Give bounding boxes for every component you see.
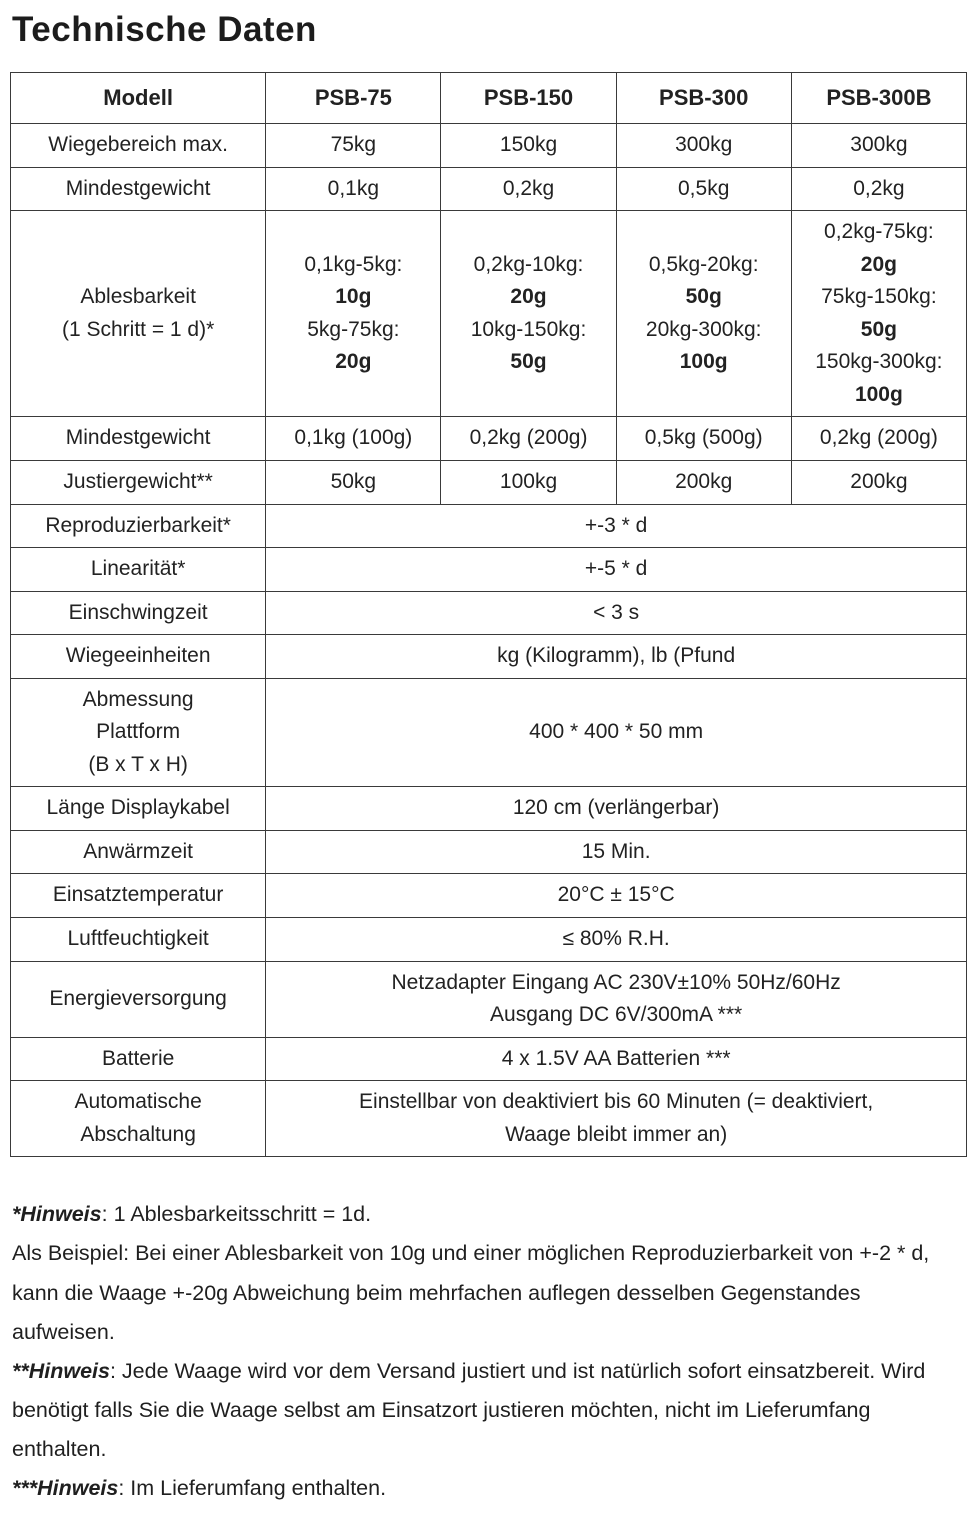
row-label: Anwärmzeit (11, 830, 266, 874)
table-cell: 0,2kg-10kg: 20g 10kg-150kg: 50g (441, 211, 616, 417)
row-label: Wiegeeinheiten (11, 635, 266, 679)
table-cell: 0,5kg-20kg: 50g 20kg-300kg: 100g (616, 211, 791, 417)
table-cell: 0,2kg (441, 167, 616, 211)
footnote-2-text: : Jede Waage wird vor dem Versand justiert und ist natürlich sofort einsatzbereit. Wird benötigt falls Sie die Waage selbst am Einsatzort justieren möchten, nicht im Lieferumfang enthalten. (12, 1358, 926, 1462)
table-body (11, 124, 967, 1157)
footnote-example (12, 1234, 967, 1351)
table-cell-span: < 3 s (266, 591, 967, 635)
table-cell-span: 4 x 1.5V AA Batterien *** (266, 1037, 967, 1081)
row-label: Einschwingzeit (11, 591, 266, 635)
footnote-3-text: : Im Lieferumfang enthalten. (118, 1476, 387, 1501)
row-label: Batterie (11, 1037, 266, 1081)
table-cell: 0,2kg-75kg: 20g 75kg-150kg: 50g 150kg-300kg: 100g (791, 211, 966, 417)
footnote-3-lead: ***Hinweis (12, 1476, 119, 1501)
row-label: Reproduzierbarkeit* (11, 504, 266, 548)
table-cell-span: 15 Min. (266, 830, 967, 874)
table-row (11, 961, 967, 1037)
table-cell: 75kg (266, 124, 441, 168)
table-row (11, 548, 967, 592)
col-header-label: Modell (11, 73, 266, 124)
table-row (11, 678, 967, 787)
table-row (11, 211, 967, 417)
table-cell: 100kg (441, 461, 616, 505)
table-row (11, 417, 967, 461)
table-row (11, 918, 967, 962)
table-row (11, 461, 967, 505)
col-header-model: PSB-75 (266, 73, 441, 124)
footnote-example-text: Als Beispiel: Bei einer Ablesbarkeit von 10g und einer möglichen Reproduzierbarkeit von +-2 * d, kann die Waage +-20g Abweichung beim mehrfachen auflegen desselben Gegenstandes aufweisen. (12, 1241, 930, 1344)
row-label: Wiegebereich max. (11, 124, 266, 168)
table-row (11, 874, 967, 918)
table-cell-span: 20°C ± 15°C (266, 874, 967, 918)
table-cell: 200kg (616, 461, 791, 505)
table-cell-span: +-5 * d (266, 548, 967, 592)
col-header-model: PSB-300B (791, 73, 966, 124)
table-cell: 0,5kg (500g) (616, 417, 791, 461)
row-label: Länge Displaykabel (11, 787, 266, 831)
row-label: Ablesbarkeit (1 Schritt = 1 d)* (11, 211, 266, 417)
table-row (11, 1081, 967, 1157)
table-cell: 300kg (616, 124, 791, 168)
table-cell-span: Einstellbar von deaktiviert bis 60 Minuten (= deaktiviert, Waage bleibt immer an) (266, 1081, 967, 1157)
footnote-2 (12, 1352, 967, 1469)
row-label: Abmessung Plattform (B x T x H) (11, 678, 266, 787)
header-row (11, 73, 967, 124)
row-label: Mindestgewicht (11, 167, 266, 211)
table-row (11, 635, 967, 679)
col-header-model: PSB-300 (616, 73, 791, 124)
footnote-3 (12, 1469, 967, 1508)
table-row (11, 591, 967, 635)
row-label: Linearität* (11, 548, 266, 592)
col-header-model: PSB-150 (441, 73, 616, 124)
table-cell: 0,1kg (100g) (266, 417, 441, 461)
table-row (11, 124, 967, 168)
row-label: Mindestgewicht (11, 417, 266, 461)
table-row (11, 1037, 967, 1081)
table-cell: 200kg (791, 461, 966, 505)
row-label: Justiergewicht** (11, 461, 266, 505)
table-cell: 0,5kg (616, 167, 791, 211)
table-row (11, 787, 967, 831)
page-title: Technische Daten (12, 10, 317, 49)
footnote-2-lead: **Hinweis (12, 1358, 110, 1383)
table-cell-span: kg (Kilogramm), lb (Pfund (266, 635, 967, 679)
footnote-1-lead: *Hinweis (12, 1202, 102, 1227)
table-cell: 150kg (441, 124, 616, 168)
table-cell: 0,2kg (200g) (441, 417, 616, 461)
table-row (11, 167, 967, 211)
row-label: Energieversorgung (11, 961, 266, 1037)
row-label: Einsatztemperatur (11, 874, 266, 918)
table-row (11, 504, 967, 548)
table-cell-span: 120 cm (verlängerbar) (266, 787, 967, 831)
table-header (11, 73, 967, 124)
table-cell: 300kg (791, 124, 966, 168)
table-cell-span: Netzadapter Eingang AC 230V±10% 50Hz/60Hz Ausgang DC 6V/300mA *** (266, 961, 967, 1037)
table-cell: 0,2kg (200g) (791, 417, 966, 461)
table-cell: 50kg (266, 461, 441, 505)
table-cell-span: ≤ 80% R.H. (266, 918, 967, 962)
row-label: Luftfeuchtigkeit (11, 918, 266, 962)
footnotes-section (10, 1195, 969, 1508)
table-cell: 0,1kg-5kg: 10g 5kg-75kg: 20g (266, 211, 441, 417)
table-cell-span: 400 * 400 * 50 mm (266, 678, 967, 787)
table-cell: 0,2kg (791, 167, 966, 211)
footnote-1 (12, 1195, 967, 1234)
tech-data-table (10, 72, 967, 1157)
table-cell: 0,1kg (266, 167, 441, 211)
table-row (11, 830, 967, 874)
row-label: Automatische Abschaltung (11, 1081, 266, 1157)
table-cell-span: +-3 * d (266, 504, 967, 548)
footnote-1-text: : 1 Ablesbarkeitsschritt = 1d. (101, 1202, 372, 1227)
